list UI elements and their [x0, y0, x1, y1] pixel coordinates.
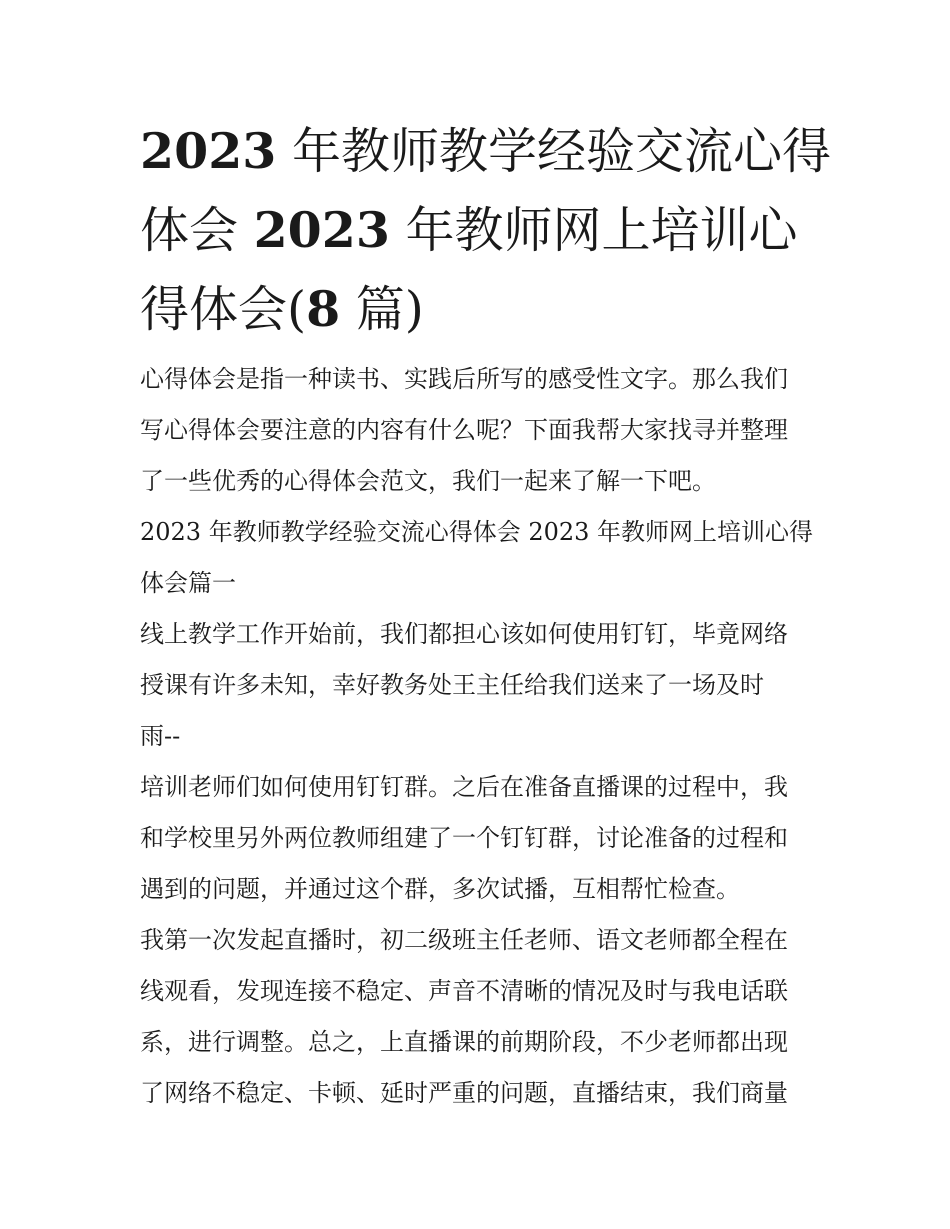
text-line: 了网络不稳定、卡顿、延时严重的问题，直播结束，我们商量: [140, 1079, 788, 1107]
title-line-1: 2023 年教师教学经验交流心得: [140, 122, 831, 180]
intro-paragraph: [140, 354, 820, 507]
text-line: 和学校里另外两位教师组建了一个钉钉群，讨论准备的过程和: [140, 824, 788, 852]
body-paragraph: [140, 915, 820, 1119]
text-line: 线观看，发现连接不稳定、声音不清晰的情况及时与我电话联: [140, 977, 788, 1005]
title-line-2: 体会 2023 年教师网上培训心: [140, 201, 798, 259]
text-line: 授课有许多未知，幸好教务处王主任给我们送来了一场及时: [140, 671, 764, 699]
text-line: 培训老师们如何使用钉钉群。之后在准备直播课的过程中，我: [140, 773, 788, 801]
text-line: 雨--: [140, 722, 181, 750]
text-line: 写心得体会要注意的内容有什么呢？下面我帮大家找寻并整理: [140, 416, 788, 444]
text-line: 我第一次发起直播时，初二级班主任老师、语文老师都全程在: [140, 926, 788, 954]
text-line: 2023 年教师教学经验交流心得体会 2023 年教师网上培训心得: [140, 518, 814, 546]
text-line: 心得体会是指一种读书、实践后所写的感受性文字。那么我们: [140, 365, 788, 393]
text-line: 线上教学工作开始前，我们都担心该如何使用钉钉，毕竟网络: [140, 620, 788, 648]
section-heading: [140, 507, 820, 609]
text-line: 体会篇一: [140, 569, 236, 597]
text-line: 系，进行调整。总之，上直播课的前期阶段，不少老师都出现: [140, 1028, 788, 1056]
title-line-3: 得体会(8 篇): [140, 280, 424, 338]
document-body: [140, 354, 820, 1119]
document-title: [140, 112, 831, 349]
body-paragraph: [140, 762, 820, 915]
text-line: 遇到的问题，并通过这个群，多次试播，互相帮忙检查。: [140, 875, 740, 903]
body-paragraph: [140, 609, 820, 762]
text-line: 了一些优秀的心得体会范文，我们一起来了解一下吧。: [140, 467, 716, 495]
